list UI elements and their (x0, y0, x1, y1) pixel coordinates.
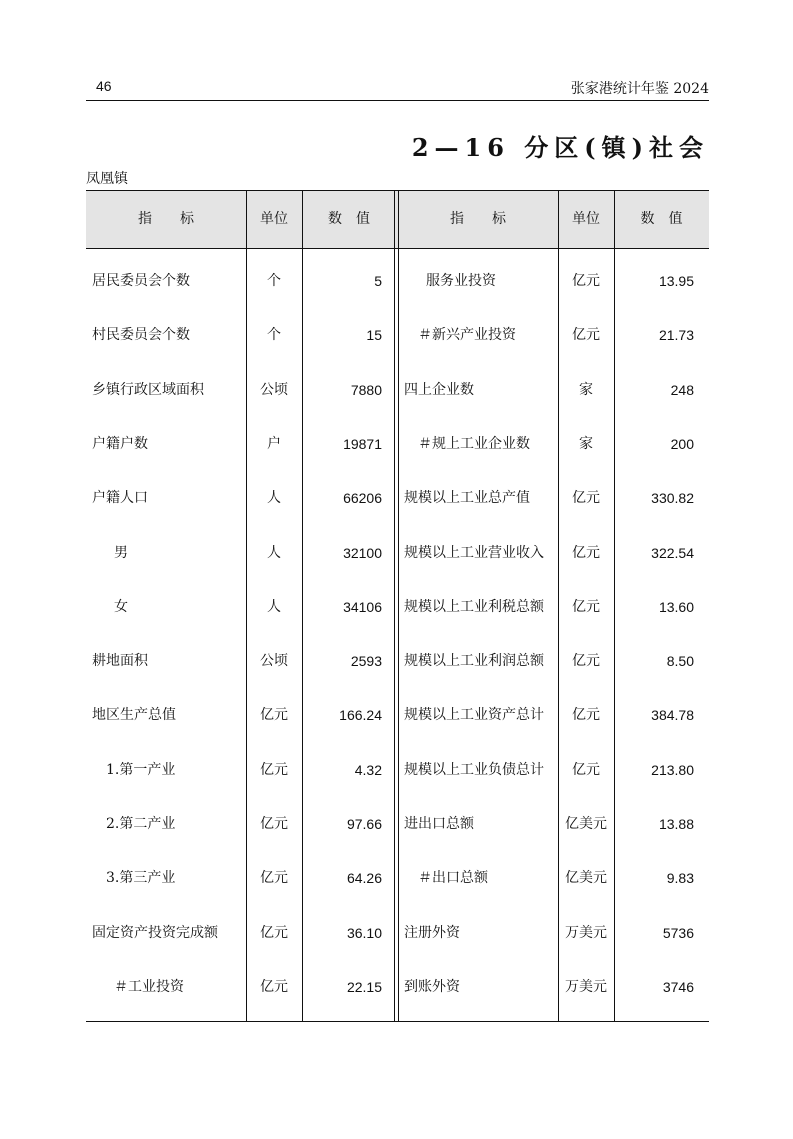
indicator-name: 1.第一产业 (106, 761, 176, 778)
unit-cell: 亿元 (260, 707, 288, 724)
unit-cell: 亿元 (572, 653, 600, 670)
indicator-name: 规模以上工业利税总额 (404, 598, 544, 615)
indicator-name: ＃新兴产业投资 (418, 327, 516, 344)
indicator-name: 男 (114, 544, 128, 561)
header-unit-left: 单位 (260, 211, 288, 227)
table-row (86, 526, 709, 580)
value-cell: 22.15 (346, 978, 382, 995)
indicator-name: ＃规上工业企业数 (418, 435, 530, 452)
indicator-name: 服务业投资 (426, 273, 496, 289)
unit-cell: 亿元 (260, 761, 288, 778)
indicator-name: ＃出口总额 (418, 870, 488, 887)
indicator-name: 注册外资 (404, 924, 460, 941)
unit-cell: 亿美元 (565, 870, 607, 887)
header-indicator-left: 指 标 (138, 211, 194, 227)
value-cell: 213.80 (651, 761, 694, 778)
unit-cell: 亿元 (572, 544, 600, 561)
indicator-name: 女 (114, 598, 128, 615)
value-cell: 15 (366, 327, 382, 344)
unit-cell: 亿元 (572, 327, 600, 344)
value-cell: 200 (670, 435, 694, 452)
header-value-left: 数 值 (328, 211, 370, 227)
table-row (86, 743, 709, 797)
table-row (86, 797, 709, 851)
header-value-right: 数 值 (640, 211, 683, 227)
unit-cell: 亿元 (260, 870, 288, 887)
table-row (86, 688, 709, 742)
value-cell: 384.78 (651, 707, 694, 724)
unit-cell: 家 (579, 381, 593, 398)
value-cell: 248 (670, 381, 694, 398)
header-rule (86, 100, 709, 101)
value-cell: 36.10 (346, 924, 382, 941)
value-cell: 19871 (343, 435, 382, 452)
table-row (86, 851, 709, 905)
value-cell: 13.88 (658, 816, 694, 832)
table-row (86, 960, 709, 1014)
table-row (86, 417, 709, 471)
unit-cell: 亿元 (572, 598, 600, 615)
indicator-name: 2.第二产业 (106, 816, 176, 832)
value-cell: 2593 (350, 653, 382, 670)
indicator-name: 规模以上工业总产值 (404, 490, 530, 507)
unit-cell: 公顷 (260, 381, 288, 398)
value-cell: 9.83 (666, 870, 694, 887)
indicator-name: 3.第三产业 (106, 870, 176, 887)
indicator-name: 到账外资 (404, 978, 460, 995)
table-row (86, 308, 709, 362)
value-cell: 97.66 (346, 816, 382, 832)
header-unit-right: 单位 (572, 211, 600, 227)
value-cell: 64.26 (346, 870, 382, 887)
unit-cell: 个 (267, 273, 281, 289)
value-cell: 330.82 (651, 490, 694, 507)
unit-cell: 人 (267, 490, 281, 507)
indicator-name: 居民委员会个数 (92, 273, 190, 289)
indicator-name: 户籍人口 (92, 490, 148, 507)
unit-cell: 人 (267, 598, 281, 615)
unit-cell: 个 (267, 327, 281, 344)
indicator-name: 地区生产总值 (92, 707, 176, 724)
table-row (86, 363, 709, 417)
unit-cell: 亿元 (572, 490, 600, 507)
unit-cell: 亿美元 (565, 816, 607, 832)
indicator-name: 规模以上工业利润总额 (404, 653, 544, 670)
unit-cell: 户 (267, 435, 281, 452)
table-row (86, 906, 709, 960)
statistics-table (86, 190, 709, 1022)
indicator-name: 耕地面积 (92, 653, 148, 670)
value-cell: 5 (374, 273, 382, 289)
indicator-name: 规模以上工业负债总计 (404, 761, 544, 778)
value-cell: 5736 (662, 924, 694, 941)
location-label: 凤凰镇 (86, 171, 128, 187)
indicator-name: 户籍户数 (92, 435, 148, 452)
indicator-name: 规模以上工业营业收入 (404, 544, 544, 561)
indicator-name: ＃工业投资 (114, 978, 184, 995)
indicator-name: 固定资产投资完成额 (92, 924, 218, 941)
unit-cell: 万美元 (565, 978, 607, 995)
unit-cell: 万美元 (565, 924, 607, 941)
indicator-name: 乡镇行政区域面积 (92, 381, 204, 398)
value-cell: 34106 (343, 598, 382, 615)
value-cell: 21.73 (658, 327, 694, 344)
page-number: 46 (96, 78, 112, 94)
header-indicator-right: 指 标 (450, 211, 506, 227)
unit-cell: 亿元 (260, 978, 288, 995)
book-title: 张家港统计年鉴 2024 (570, 81, 709, 97)
indicator-name: 进出口总额 (404, 816, 474, 832)
unit-cell: 亿元 (260, 816, 288, 832)
value-cell: 322.54 (651, 544, 694, 561)
value-cell: 4.32 (354, 761, 382, 778)
value-cell: 32100 (343, 544, 382, 561)
indicator-name: 规模以上工业资产总计 (404, 707, 544, 724)
indicator-name: 四上企业数 (404, 381, 474, 398)
table-row (86, 471, 709, 525)
unit-cell: 人 (267, 544, 281, 561)
table-title: 2—16 分区(镇)社会 (411, 133, 709, 162)
unit-cell: 亿元 (572, 273, 600, 289)
value-cell: 8.50 (666, 653, 694, 670)
value-cell: 66206 (343, 490, 382, 507)
unit-cell: 亿元 (572, 707, 600, 724)
indicator-name: 村民委员会个数 (92, 327, 190, 344)
value-cell: 3746 (662, 978, 694, 995)
table-bottom-rule (86, 1021, 709, 1022)
table-row (86, 634, 709, 688)
unit-cell: 家 (579, 435, 593, 452)
value-cell: 166.24 (339, 707, 382, 724)
unit-cell: 亿元 (572, 761, 600, 778)
value-cell: 7880 (350, 381, 382, 398)
unit-cell: 亿元 (260, 924, 288, 941)
value-cell: 13.60 (658, 598, 694, 615)
table-row (86, 254, 709, 308)
table-row (86, 580, 709, 634)
unit-cell: 公顷 (260, 653, 288, 670)
value-cell: 13.95 (658, 273, 694, 289)
